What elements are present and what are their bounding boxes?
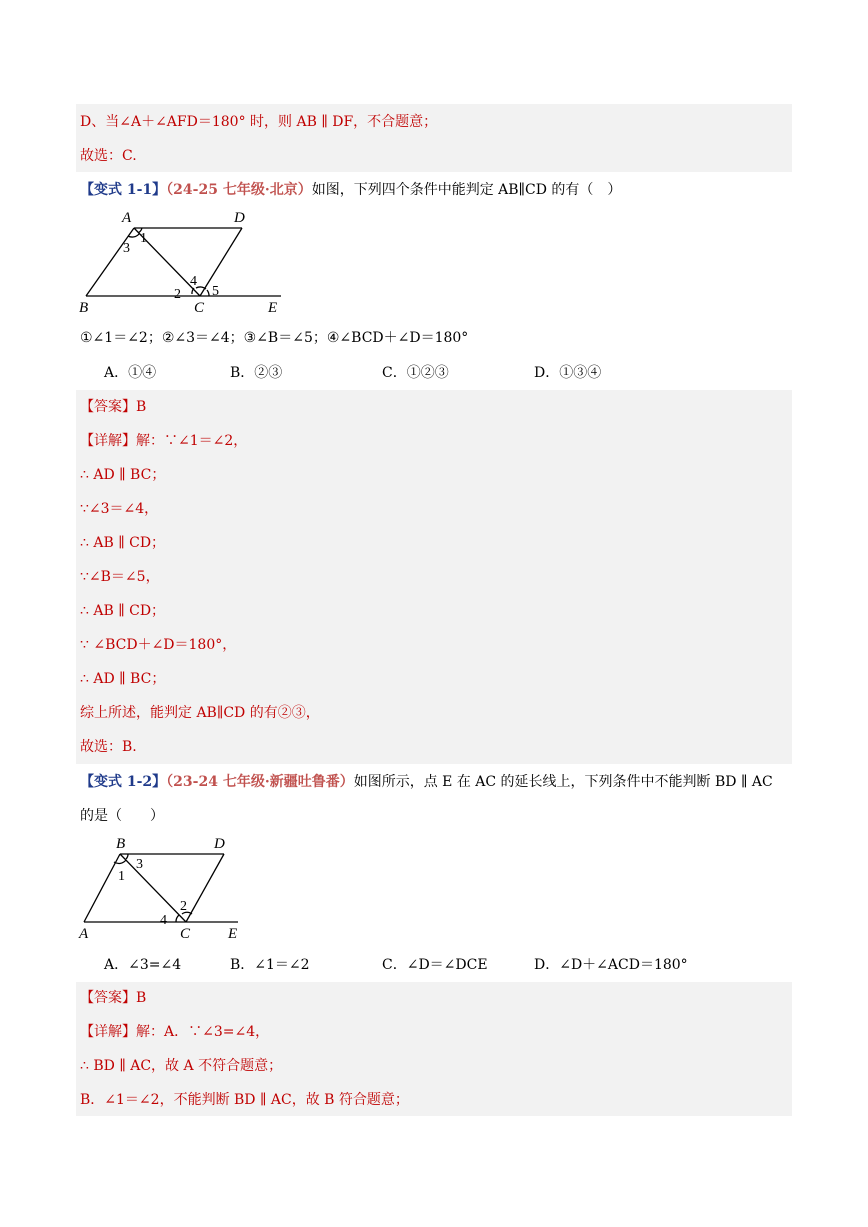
solution-line: ∴ AB ∥ CD； bbox=[80, 535, 166, 551]
solution-line: ∵ ∠BCD＋∠D＝180°， bbox=[80, 637, 237, 653]
label-A: A bbox=[122, 210, 132, 226]
solution-line: ∴ AD ∥ BC； bbox=[80, 671, 166, 687]
conditions-text: ①∠1＝∠2；②∠3＝∠4；③∠B＝∠5；④∠BCD＋∠D＝180° bbox=[80, 330, 469, 346]
angle-1: 1 bbox=[140, 231, 147, 246]
option-a[interactable]: A．∠3=∠4 bbox=[104, 957, 182, 973]
solution-text: 解：∵∠1＝∠2， bbox=[136, 433, 248, 449]
solution-line bbox=[80, 431, 247, 451]
question-text: 如图所示，点 E 在 AC 的延长线上，下列条件中不能判断 BD ∥ AC bbox=[353, 774, 773, 790]
figure-1-1 bbox=[76, 206, 296, 316]
label-D: D bbox=[234, 210, 245, 226]
solution-line: 综上所述，能判定 AB∥CD 的有②③， bbox=[80, 705, 320, 721]
question-text-cont: 的是（ ） bbox=[80, 808, 164, 824]
variant-source: （24-25 七年级·北京） bbox=[166, 182, 312, 198]
solution-line: ∵∠3＝∠4， bbox=[80, 501, 159, 517]
solution-line: D、当∠A＋∠AFD＝180° 时，则 AB ∥ DF，不合题意； bbox=[80, 114, 438, 130]
figure-1-2 bbox=[76, 832, 256, 942]
variant-tag: 【变式 1-2】 bbox=[80, 774, 167, 790]
label-E: E bbox=[268, 300, 278, 316]
label-C: C bbox=[194, 300, 205, 316]
option-b[interactable]: B．②③ bbox=[230, 365, 283, 381]
option-a[interactable]: A．①④ bbox=[104, 365, 157, 381]
angle-4: 4 bbox=[190, 274, 197, 289]
angle-3: 3 bbox=[136, 857, 143, 872]
angle-3: 3 bbox=[123, 241, 130, 256]
variant-tag: 【变式 1-1】 bbox=[80, 182, 167, 198]
solution-line: 故选：C. bbox=[80, 148, 137, 164]
variant-1-1-heading bbox=[80, 180, 621, 200]
label-A: A bbox=[79, 926, 89, 942]
solution-line: ∵∠B＝∠5， bbox=[80, 569, 160, 585]
solution-line: ∴ AD ∥ BC； bbox=[80, 467, 166, 483]
label-D: D bbox=[214, 836, 225, 852]
option-d[interactable]: D．∠D＋∠ACD＝180° bbox=[534, 957, 688, 973]
label-B: B bbox=[79, 300, 89, 316]
solution-line: ∴ BD ∥ AC，故 A 不符合题意； bbox=[80, 1058, 283, 1074]
variant-source: （23-24 七年级·新疆吐鲁番） bbox=[166, 774, 354, 790]
label-C: C bbox=[180, 926, 191, 942]
angle-2: 2 bbox=[174, 287, 181, 302]
option-c[interactable]: C．①②③ bbox=[382, 365, 449, 381]
solution-line: B．∠1＝∠2，不能判断 BD ∥ AC，故 B 符合题意； bbox=[80, 1092, 409, 1108]
angle-5: 5 bbox=[212, 284, 219, 299]
option-c[interactable]: C．∠D＝∠DCE bbox=[382, 957, 488, 973]
solution-line bbox=[80, 1022, 269, 1042]
variant-1-2-heading bbox=[80, 772, 773, 792]
label-E: E bbox=[228, 926, 238, 942]
angle-1: 1 bbox=[118, 869, 125, 884]
answer-label: 【答案】B bbox=[80, 399, 147, 415]
solution-line: 故选：B. bbox=[80, 739, 137, 755]
question-text: 如图，下列四个条件中能判定 AB∥CD 的有（ ） bbox=[311, 182, 622, 198]
angle-4: 4 bbox=[160, 913, 167, 928]
answer-label: 【答案】B bbox=[80, 990, 147, 1006]
angle-2: 2 bbox=[180, 899, 187, 914]
option-b[interactable]: B．∠1＝∠2 bbox=[230, 957, 310, 973]
solution-line: ∴ AB ∥ CD； bbox=[80, 603, 166, 619]
solution-text: 解：A．∵∠3=∠4， bbox=[136, 1024, 270, 1040]
detail-label: 【详解】 bbox=[80, 433, 136, 449]
detail-label: 【详解】 bbox=[80, 1024, 136, 1040]
option-d[interactable]: D．①③④ bbox=[534, 365, 602, 381]
label-B: B bbox=[116, 836, 126, 852]
